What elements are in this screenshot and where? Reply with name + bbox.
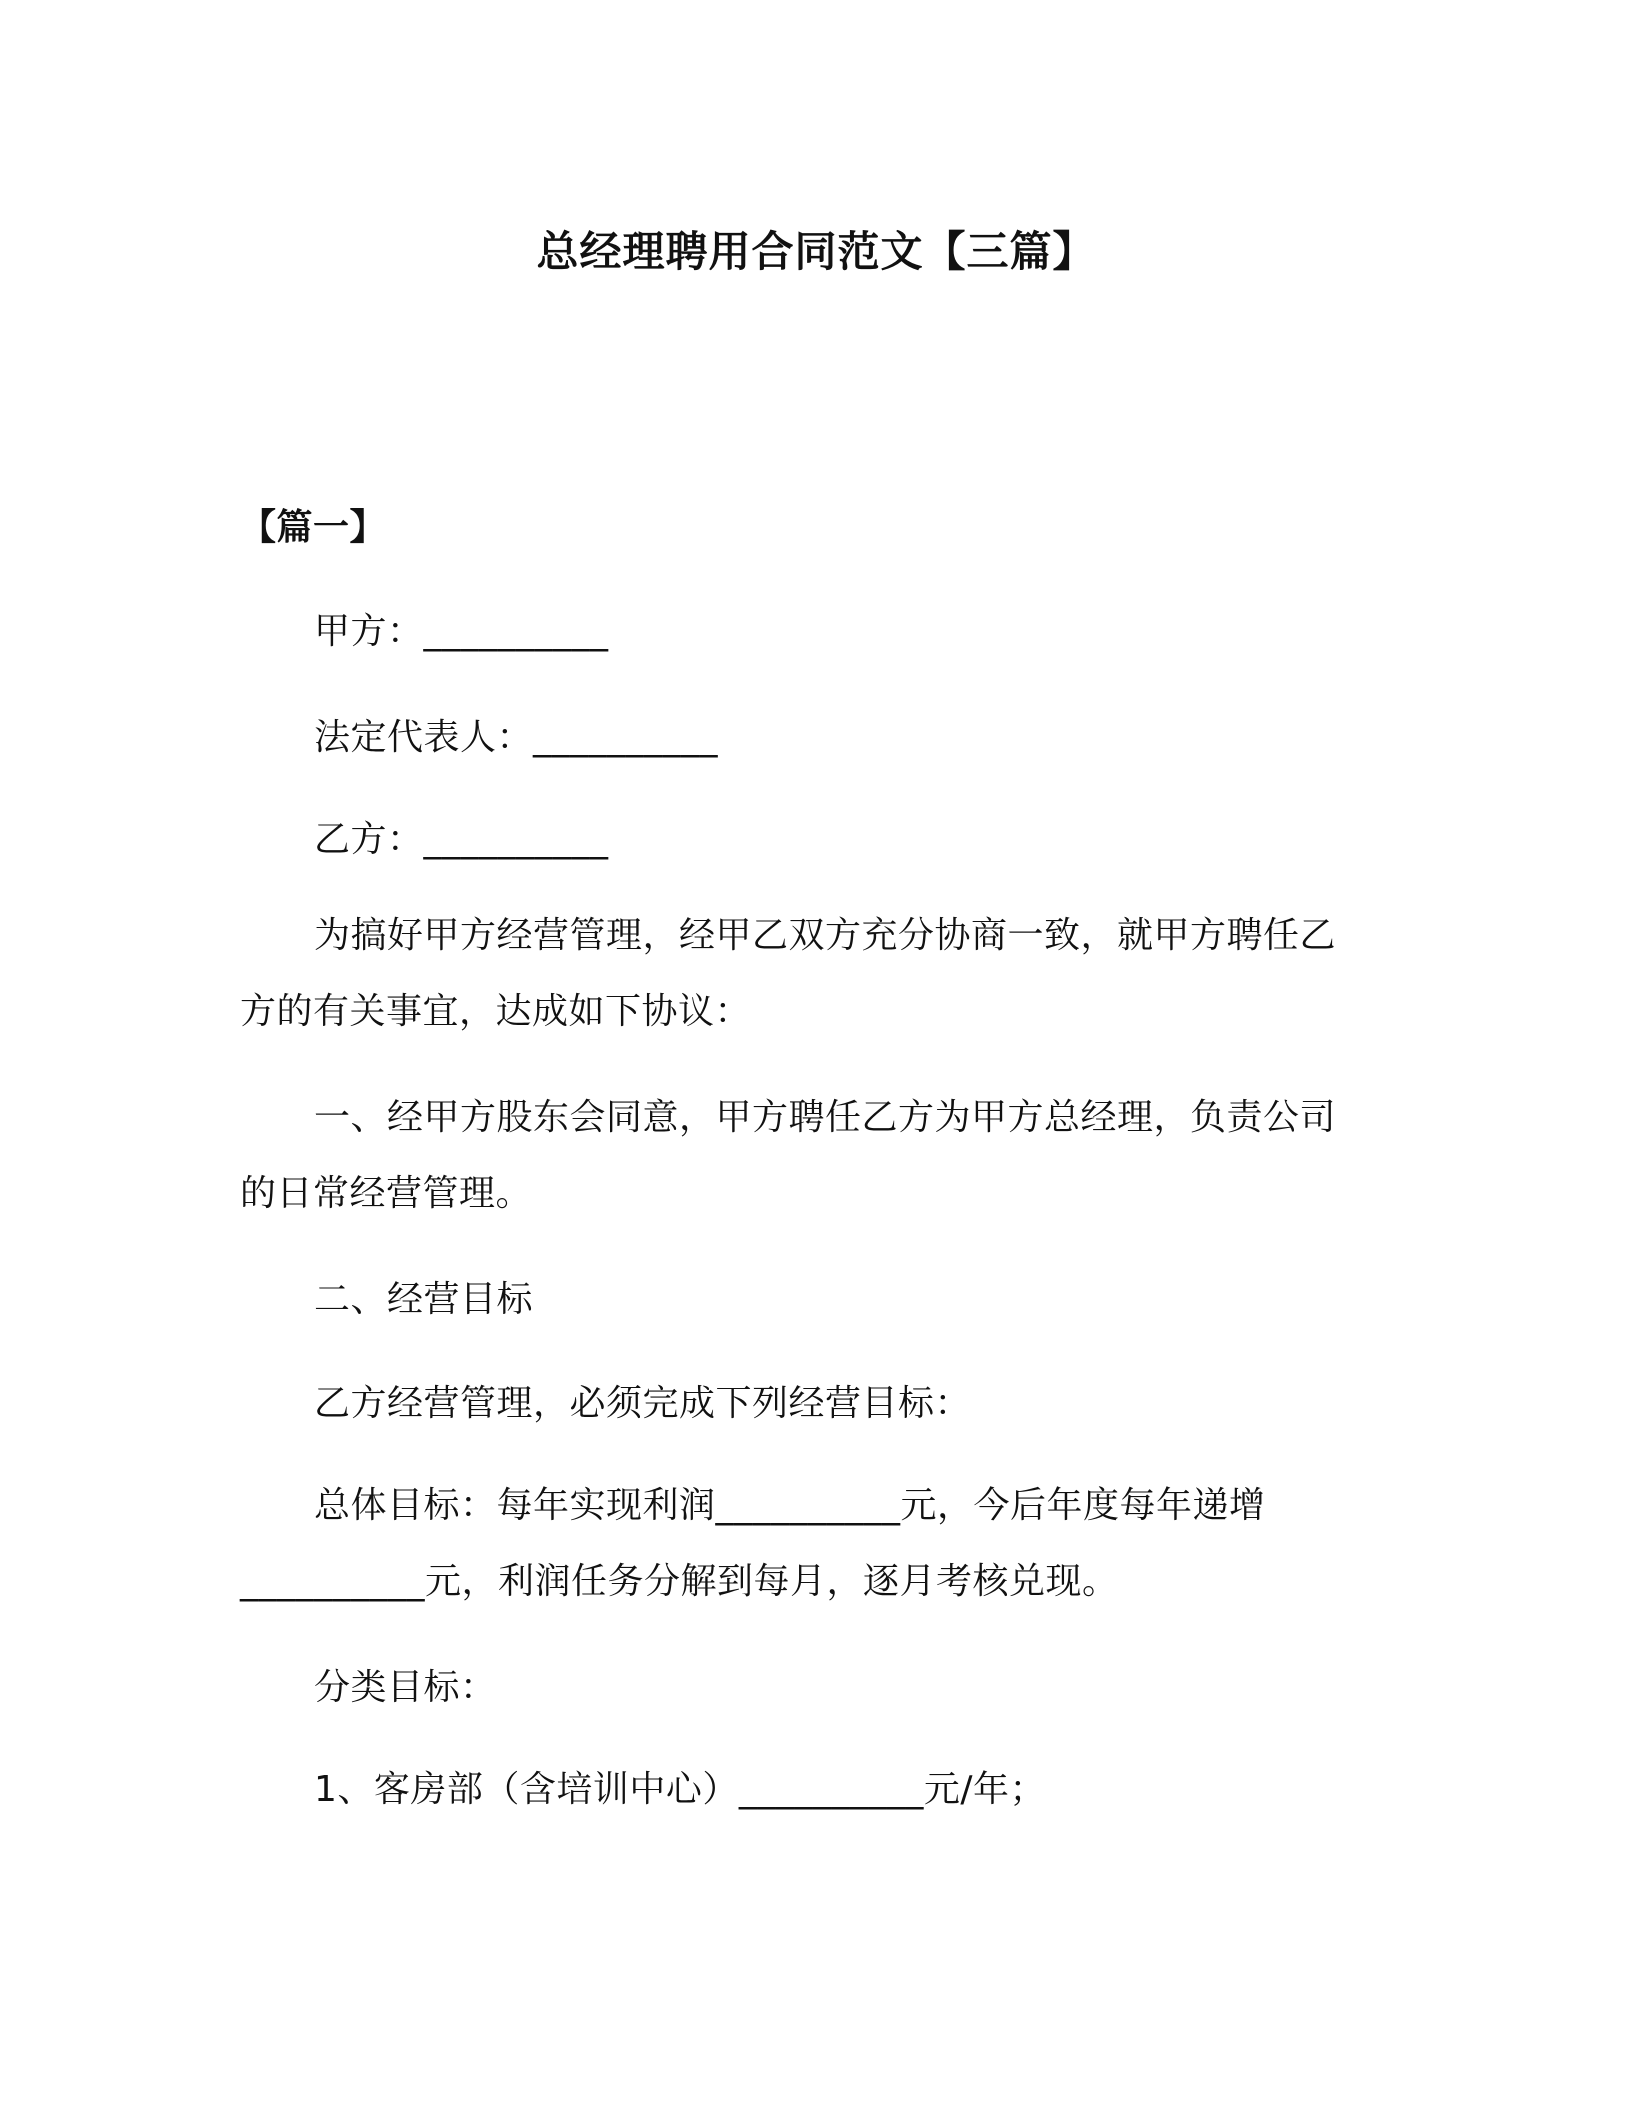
- category-goal-label: 分类目标：: [314, 1667, 497, 1708]
- legal-representative-line: 法定代表人：__________: [314, 717, 719, 758]
- item-1-line: 1、客房部（含培训中心）__________元/年；: [314, 1769, 1047, 1810]
- clause-2-intro: 乙方经营管理，必须完成下列经营目标：: [314, 1383, 972, 1424]
- party-a-line: 甲方：__________: [314, 611, 609, 652]
- section-heading: 【篇一】: [240, 507, 387, 548]
- clause-1-paragraph: 一、经甲方股东会同意，甲方聘任乙方为甲方总经理，负责公司的日常经营管理。: [240, 1097, 1337, 1214]
- clause-2-heading: 二、经营目标: [314, 1279, 534, 1320]
- party-b-line: 乙方：__________: [314, 819, 609, 860]
- overall-goal-paragraph: 总体目标：每年实现利润__________元，今后年度每年递增__________元，利润任务分解到每月，逐月考核兑现。: [240, 1485, 1266, 1602]
- intro-paragraph: 为搞好甲方经营管理，经甲乙双方充分协商一致，就甲方聘任乙方的有关事宜，达成如下协议：: [240, 915, 1337, 1032]
- document-title: 总经理聘用合同范文【三篇】: [536, 227, 1096, 276]
